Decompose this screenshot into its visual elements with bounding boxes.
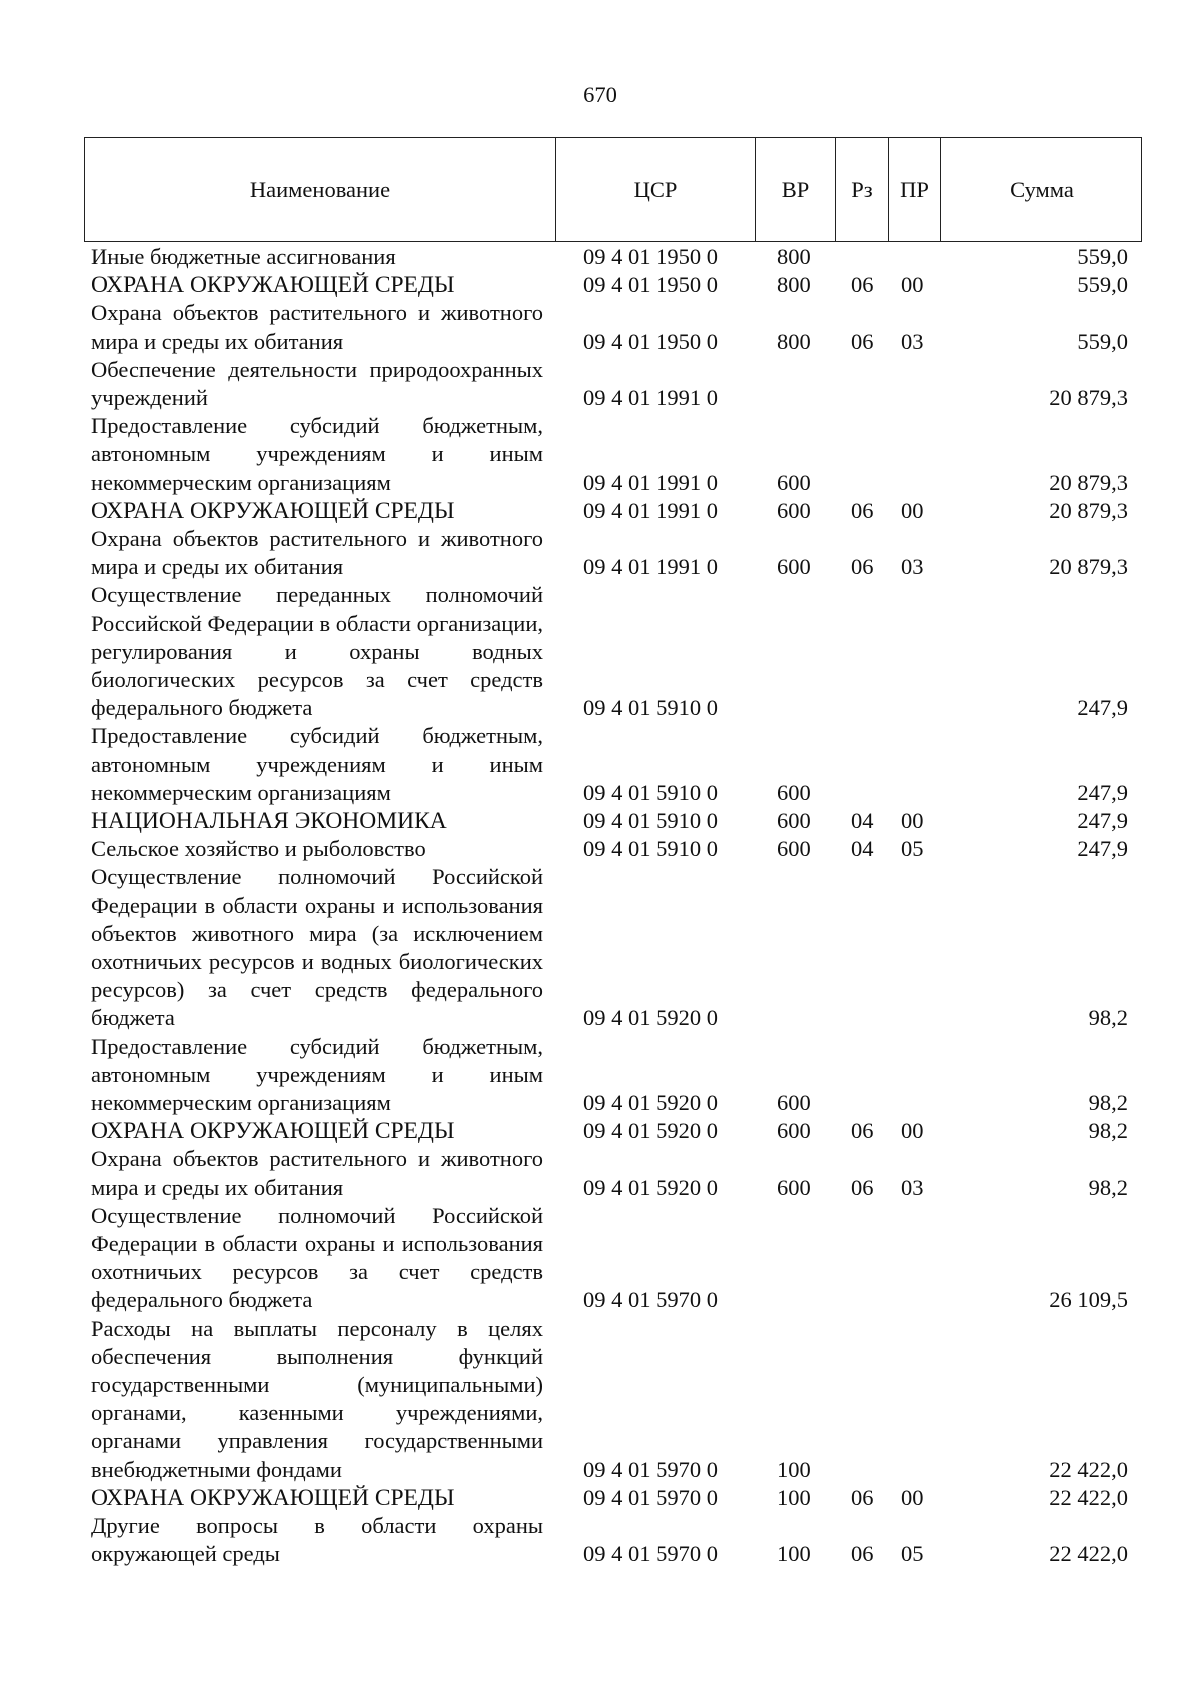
- table-row: [0, 1033, 1200, 1118]
- row-pr: 05: [901, 1541, 924, 1567]
- row-rz: 06: [851, 1541, 874, 1567]
- header-rz: Рз: [835, 138, 888, 241]
- row-rz: 06: [851, 497, 874, 523]
- row-sum: 247,9: [1077, 836, 1128, 862]
- row-csr: 09 4 01 5970 0: [583, 1287, 718, 1313]
- header-vr: ВР: [755, 138, 835, 241]
- row-name: Другие вопросы в области охраны окружающей среды: [91, 1513, 543, 1567]
- row-sum: 20 879,3: [1049, 469, 1128, 495]
- row-name: Иные бюджетные ассигнования: [91, 244, 396, 269]
- row-vr: 100: [777, 1484, 811, 1510]
- row-sum: 559,0: [1077, 272, 1128, 298]
- header-sum: Сумма: [940, 138, 1143, 241]
- table-row: [0, 497, 1200, 525]
- row-csr: 09 4 01 1991 0: [583, 554, 718, 580]
- row-sum: 98,2: [1088, 1005, 1128, 1031]
- row-vr: 600: [777, 1089, 811, 1115]
- row-csr: 09 4 01 1991 0: [583, 469, 718, 495]
- row-vr: 600: [777, 807, 811, 833]
- row-name: Охрана объектов растительного и животного мира и среды их обитания: [91, 526, 543, 580]
- row-vr: 600: [777, 554, 811, 580]
- row-pr: 00: [901, 497, 924, 523]
- row-sum: 98,2: [1088, 1089, 1128, 1115]
- row-sum: 247,9: [1077, 807, 1128, 833]
- table-row: [0, 863, 1200, 1032]
- row-rz: 04: [851, 807, 874, 833]
- table-header: [84, 137, 1142, 242]
- row-name: Охрана объектов растительного и животного мира и среды их обитания: [91, 1146, 543, 1200]
- row-csr: 09 4 01 5910 0: [583, 695, 718, 721]
- row-name: Осуществление полномочий Российской Федерации в области охраны и использования охотничьих ресурсов за счет средств федерального бюджета: [91, 1202, 543, 1313]
- table-row: [0, 412, 1200, 497]
- row-csr: 09 4 01 1991 0: [583, 497, 718, 523]
- row-name: Предоставление субсидий бюджетным, автономным учреждениям и иным некоммерческим организациям: [91, 723, 543, 805]
- table-row: [0, 1202, 1200, 1315]
- header-csr: ЦСР: [555, 138, 755, 241]
- table-row: [0, 581, 1200, 722]
- row-sum: 22 422,0: [1049, 1484, 1128, 1510]
- row-rz: 06: [851, 1484, 874, 1510]
- table-row: [0, 356, 1200, 412]
- row-csr: 09 4 01 5920 0: [583, 1174, 718, 1200]
- row-rz: 04: [851, 836, 874, 862]
- table-row: [0, 243, 1200, 271]
- row-name: ОХРАНА ОКРУЖАЮЩЕЙ СРЕДЫ: [91, 272, 455, 299]
- row-sum: 20 879,3: [1049, 497, 1128, 523]
- row-pr: 03: [901, 554, 924, 580]
- row-vr: 600: [777, 836, 811, 862]
- row-csr: 09 4 01 5910 0: [583, 836, 718, 862]
- row-vr: 600: [777, 779, 811, 805]
- table-row: [0, 271, 1200, 299]
- row-sum: 98,2: [1088, 1118, 1128, 1144]
- row-name: Осуществление переданных полномочий Российской Федерации в области организации, регулирования и охраны водных биологических ресурсов за счет средств федерального бюджета: [91, 582, 543, 721]
- row-csr: 09 4 01 1950 0: [583, 328, 718, 354]
- row-name: Предоставление субсидий бюджетным, автономным учреждениям и иным некоммерческим организациям: [91, 413, 543, 495]
- row-csr: 09 4 01 5920 0: [583, 1118, 718, 1144]
- table-row: [0, 722, 1200, 807]
- row-vr: 800: [777, 272, 811, 298]
- row-pr: 00: [901, 1484, 924, 1510]
- row-sum: 247,9: [1077, 695, 1128, 721]
- row-sum: 559,0: [1077, 243, 1128, 269]
- table-row: [0, 1512, 1200, 1568]
- row-vr: 600: [777, 1118, 811, 1144]
- row-name: ОХРАНА ОКРУЖАЮЩЕЙ СРЕДЫ: [91, 1484, 455, 1511]
- row-rz: 06: [851, 1118, 874, 1144]
- page-number: 670: [583, 82, 617, 107]
- row-name: Осуществление полномочий Российской Федерации в области охраны и использования объектов животного мира (за исключением охотничьих ресурсов и водных биологических ресурсов) за счет средств федерального бюджета: [91, 864, 543, 1031]
- row-vr: 800: [777, 328, 811, 354]
- row-csr: 09 4 01 5920 0: [583, 1005, 718, 1031]
- header-pr: ПР: [888, 138, 940, 241]
- table-row: [0, 525, 1200, 581]
- table-row: [0, 1315, 1200, 1484]
- row-csr: 09 4 01 5970 0: [583, 1456, 718, 1482]
- row-rz: 06: [851, 1174, 874, 1200]
- row-rz: 06: [851, 272, 874, 298]
- row-sum: 247,9: [1077, 779, 1128, 805]
- row-name: Обеспечение деятельности природоохранных учреждений: [91, 356, 543, 410]
- table-row: [0, 807, 1200, 835]
- table-row: [0, 835, 1200, 863]
- row-name: Предоставление субсидий бюджетным, автономным учреждениям и иным некоммерческим организациям: [91, 1033, 543, 1115]
- row-sum: 20 879,3: [1049, 554, 1128, 580]
- row-sum: 559,0: [1077, 328, 1128, 354]
- row-csr: 09 4 01 5910 0: [583, 807, 718, 833]
- row-vr: 600: [777, 1174, 811, 1200]
- row-csr: 09 4 01 5920 0: [583, 1089, 718, 1115]
- row-pr: 00: [901, 1118, 924, 1144]
- row-csr: 09 4 01 1991 0: [583, 384, 718, 410]
- row-pr: 03: [901, 1174, 924, 1200]
- table-row: [0, 1145, 1200, 1201]
- row-name: Сельское хозяйство и рыболовство: [91, 836, 426, 862]
- table-row: [0, 1484, 1200, 1512]
- header-name: Наименование: [249, 176, 391, 202]
- row-sum: 98,2: [1088, 1174, 1128, 1200]
- row-rz: 06: [851, 554, 874, 580]
- table-row: [0, 1117, 1200, 1145]
- row-csr: 09 4 01 1950 0: [583, 243, 718, 269]
- row-name: Охрана объектов растительного и животного мира и среды их обитания: [91, 300, 543, 354]
- row-sum: 22 422,0: [1049, 1456, 1128, 1482]
- row-name: ОХРАНА ОКРУЖАЮЩЕЙ СРЕДЫ: [91, 1118, 455, 1145]
- row-name: ОХРАНА ОКРУЖАЮЩЕЙ СРЕДЫ: [91, 497, 455, 524]
- row-csr: 09 4 01 5970 0: [583, 1541, 718, 1567]
- row-vr: 100: [777, 1456, 811, 1482]
- table-row: [0, 299, 1200, 355]
- row-vr: 100: [777, 1541, 811, 1567]
- row-pr: 05: [901, 836, 924, 862]
- row-name: Расходы на выплаты персоналу в целях обеспечения выполнения функций государственными (муниципальными) органами, казенными учреждениями, органами управления государственными внебюджетными фондами: [91, 1315, 543, 1482]
- row-pr: 00: [901, 807, 924, 833]
- row-rz: 06: [851, 328, 874, 354]
- row-csr: 09 4 01 1950 0: [583, 272, 718, 298]
- row-pr: 00: [901, 272, 924, 298]
- row-csr: 09 4 01 5910 0: [583, 779, 718, 805]
- row-vr: 800: [777, 243, 811, 269]
- row-sum: 26 109,5: [1049, 1287, 1128, 1313]
- row-name: НАЦИОНАЛЬНАЯ ЭКОНОМИКА: [91, 808, 447, 834]
- row-pr: 03: [901, 328, 924, 354]
- row-sum: 22 422,0: [1049, 1541, 1128, 1567]
- row-csr: 09 4 01 5970 0: [583, 1484, 718, 1510]
- row-sum: 20 879,3: [1049, 384, 1128, 410]
- row-vr: 600: [777, 469, 811, 495]
- row-vr: 600: [777, 497, 811, 523]
